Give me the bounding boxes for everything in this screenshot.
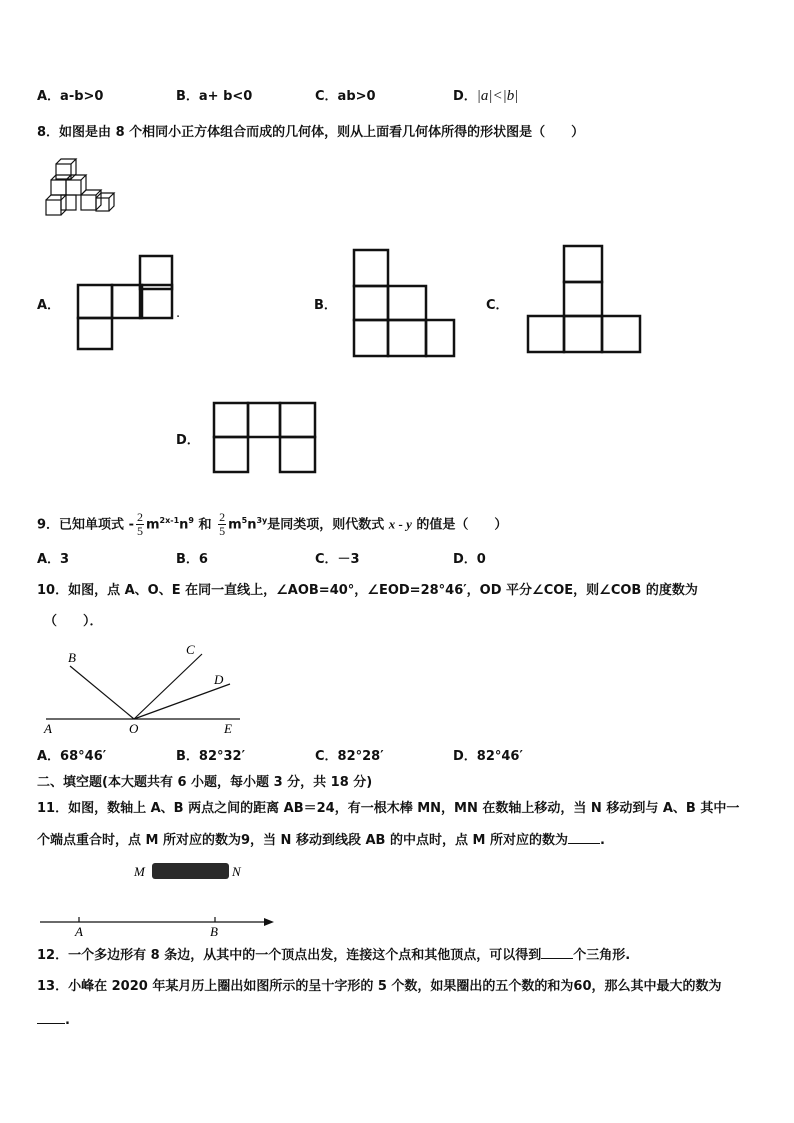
q8-option-a-diagram	[76, 254, 176, 354]
q11-line2	[37, 832, 605, 849]
q8-option-c-diagram	[526, 244, 646, 356]
q9-term1-m: m	[145, 517, 160, 533]
q11-number-line	[40, 914, 280, 940]
q9-fraction-1-num: 2	[136, 510, 143, 525]
q9-fraction-2-den: 5	[219, 524, 226, 539]
q11-answer-blank	[568, 832, 600, 844]
q7-option-d	[453, 88, 518, 105]
q9-prefix: 9．已知单项式 -	[37, 517, 134, 533]
q9-term2-m-exp: 5	[241, 516, 248, 525]
q12-answer-blank	[541, 947, 573, 959]
q7-option-c: C．ab>0	[315, 89, 376, 104]
q10-label-b: B	[68, 650, 76, 665]
q10-label-o: O	[129, 721, 139, 736]
q11-label-a: A	[75, 924, 83, 939]
q9-option-a: A．3	[37, 552, 70, 567]
q13-line2-end: .	[65, 1013, 70, 1028]
q11-line1: 11．如图，数轴上 A、B 两点之间的距离 AB＝24，有一根木棒 MN，MN 在数轴上移动，当 N 移动到与 A、B 其中一	[37, 801, 740, 816]
q9-term1-m-exp: 2x-1	[159, 516, 180, 525]
q11-label-n: N	[232, 864, 241, 879]
q7-option-a: A．a-b>0	[37, 89, 104, 104]
q10-option-a: A．68°46′	[37, 749, 107, 764]
q10-label-e: E	[224, 721, 232, 736]
q12-prefix: 12．一个多边形有 8 条边，从其中的一个顶点出发，连接这个点和其他顶点，可以得到	[37, 948, 542, 963]
section2-heading: 二、填空题(本大题共有 6 小题，每小题 3 分，共 18 分)	[37, 775, 373, 790]
q9-term2-n: n	[247, 517, 257, 533]
q10-angle-figure	[40, 642, 250, 736]
q9-term2-n-exp: 3y	[256, 516, 268, 525]
q9-term2-m: m	[228, 517, 242, 533]
q7-option-d-expr: |a|<|b|	[476, 88, 519, 104]
q9-term1-n-exp: 9	[188, 516, 194, 525]
q10-option-b: B．82°32′	[176, 749, 246, 764]
q9-fraction-2-num: 2	[219, 510, 226, 525]
q12-text	[37, 947, 630, 964]
q11-stick-mn	[152, 863, 229, 879]
q9-fraction-2	[218, 511, 226, 538]
q10-stem-line2: （ ）．	[44, 614, 103, 629]
q10-stem-line1: 10．如图，点 A、O、E 在同一直线上，∠AOB=40°，∠EOD=28°46′，OD 平分∠COE，则∠COB 的度数为	[37, 583, 698, 598]
q7-option-d-label: D．	[453, 89, 477, 104]
q10-option-c: C．82°28′	[315, 749, 384, 764]
q9-stem	[37, 507, 507, 539]
q8-stem: 8．如图是由 8 个相同小正方体组合而成的几何体，则从上面看几何体所得的形状图是（ ）	[37, 125, 585, 140]
q10-label-c: C	[186, 642, 195, 657]
q10-label-a: A	[44, 721, 52, 736]
q13-line2	[37, 1012, 70, 1029]
q13-line1: 13．小峰在 2020 年某月历上圈出如图所示的呈十字形的 5 个数，如果圈出的五个数的和为60，那么其中最大的数为	[37, 979, 722, 994]
q8-option-a-label: A．	[37, 298, 61, 313]
q9-fraction-1	[136, 511, 144, 538]
q8-option-b-label: B．	[314, 298, 337, 313]
q8-option-d-diagram	[212, 400, 322, 476]
q9-term1-n: n	[179, 517, 189, 533]
q8-cube-figure	[44, 158, 114, 218]
q11-label-m: M	[134, 864, 145, 879]
q11-label-b: B	[210, 924, 218, 939]
arrow-right-icon	[264, 918, 274, 926]
q9-expr: x - y	[388, 516, 412, 532]
q9-fraction-1-den: 5	[136, 524, 143, 539]
q12-suffix: 个三角形.	[573, 948, 631, 963]
q9-suffix: 是同类项，则代数式	[267, 517, 385, 533]
q10-option-d: D．82°46′	[453, 749, 523, 764]
q8-option-a-dot: .	[176, 306, 181, 321]
q13-answer-blank	[37, 1012, 65, 1024]
q11-line2-end: .	[599, 833, 605, 848]
q8-option-d-label: D．	[176, 433, 200, 448]
q10-label-d: D	[214, 672, 224, 687]
q9-option-b: B．6	[176, 552, 208, 567]
q11-stick-figure	[134, 860, 254, 884]
q9-option-c: C．－3	[315, 552, 360, 567]
q9-tail: 的值是（ ）	[416, 517, 508, 533]
q8-option-b-diagram	[352, 248, 462, 360]
q7-option-b: B．a+ b<0	[176, 89, 253, 104]
q11-line2-text: 个端点重合时，点 M 所对应的数为9，当 N 移动到线段 AB 的中点时，点 M 所对应的数为	[37, 833, 568, 848]
q9-mid: 和	[198, 517, 212, 533]
q9-option-d: D．0	[453, 552, 486, 567]
q8-option-c-label: C．	[486, 298, 509, 313]
